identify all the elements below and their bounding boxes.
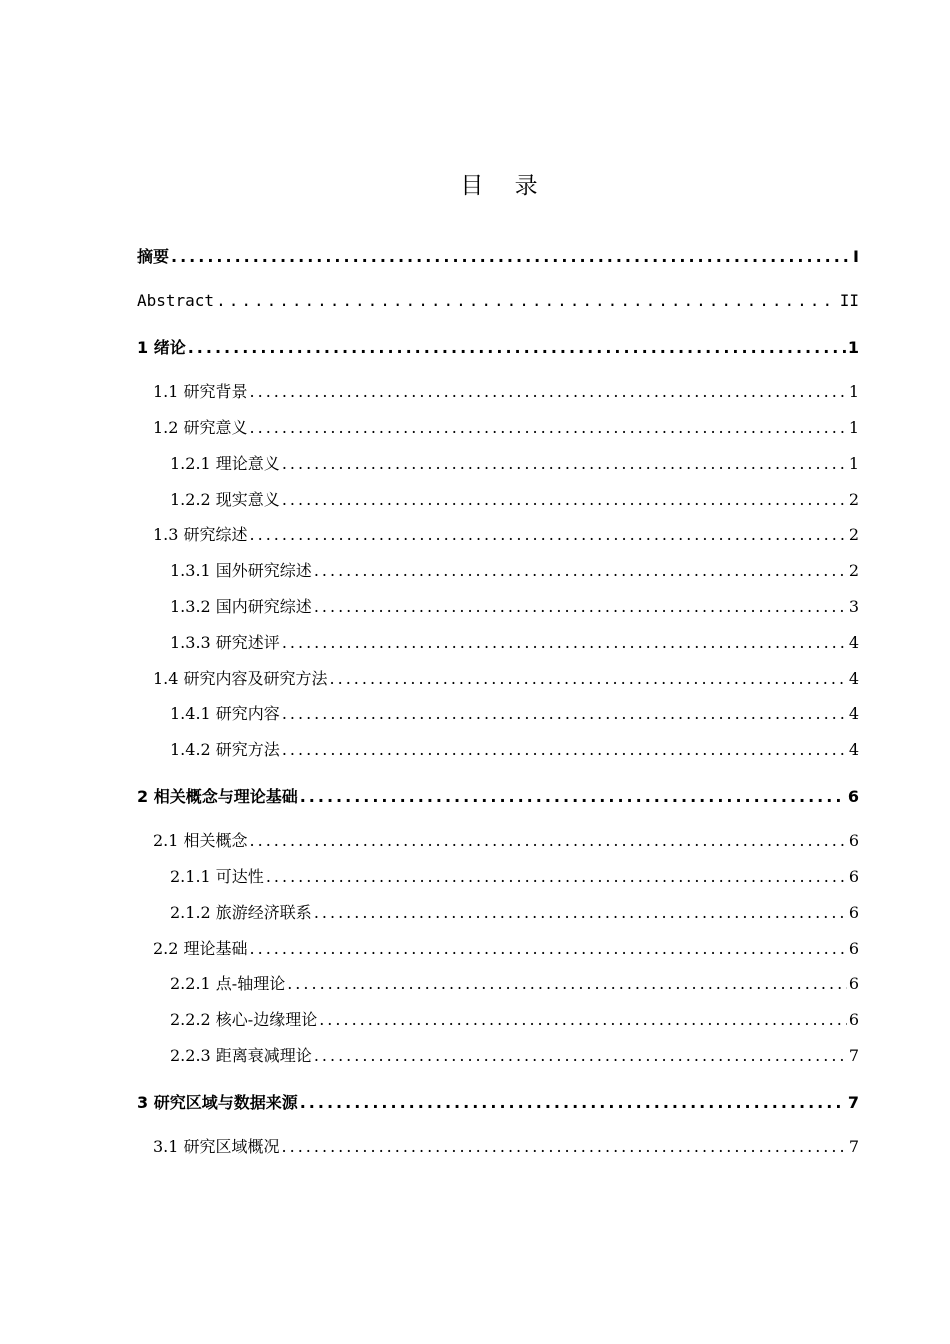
toc-entry[interactable] — [137, 288, 859, 314]
toc-entry[interactable] — [170, 864, 859, 890]
toc-leader — [250, 936, 847, 962]
toc-entry-label: 2.1.2 旅游经济联系 — [170, 903, 312, 922]
toc-page-number: 7 — [848, 1046, 859, 1065]
toc-leader — [250, 379, 847, 405]
toc-leader — [282, 487, 847, 513]
toc-entry[interactable] — [170, 737, 859, 763]
toc-entry[interactable] — [137, 244, 859, 270]
toc-leader — [300, 1090, 846, 1116]
toc-page-number: 6 — [848, 831, 859, 850]
toc-leader — [300, 784, 846, 810]
toc-leader — [282, 451, 847, 477]
toc-entry[interactable] — [170, 594, 859, 620]
toc-entry[interactable] — [137, 784, 859, 810]
toc-title: 目 录 — [460, 173, 550, 199]
toc-page-number: 1 — [847, 338, 859, 357]
toc-entry-label: 1.1 研究背景 — [153, 382, 248, 401]
toc-leader — [282, 630, 847, 656]
toc-entry-label: 1.3.2 国内研究综述 — [170, 597, 312, 616]
toc-entry-label: 2.2.2 核心-边缘理论 — [170, 1010, 318, 1029]
toc-entry[interactable] — [170, 451, 859, 477]
toc-page-number: I — [853, 247, 859, 266]
toc-entry-label: 1.2.1 理论意义 — [170, 454, 280, 473]
toc-leader — [171, 244, 851, 270]
toc-leader — [314, 900, 847, 926]
toc-page-number: 6 — [848, 1010, 859, 1029]
toc-leader — [282, 737, 847, 763]
toc-entry[interactable] — [153, 1134, 859, 1160]
toc-entry-label: 1.3 研究综述 — [153, 525, 248, 544]
toc-page-number: 2 — [848, 490, 859, 509]
toc-entry[interactable] — [170, 701, 859, 727]
toc-entry-label: 2.1 相关概念 — [153, 831, 248, 850]
toc-entry-label: 1.2 研究意义 — [153, 418, 248, 437]
toc-page-number: 6 — [848, 939, 859, 958]
toc-leader — [314, 558, 847, 584]
toc-entry[interactable] — [137, 1090, 859, 1116]
toc-leader — [188, 335, 846, 361]
toc-entry-label: 2.2 理论基础 — [153, 939, 248, 958]
toc-leader — [250, 522, 847, 548]
toc-entry[interactable] — [137, 335, 859, 361]
toc-page-number: 4 — [848, 704, 859, 723]
toc-leader — [314, 1043, 847, 1069]
toc-entry[interactable] — [170, 900, 859, 926]
toc-page-number: 4 — [848, 669, 859, 688]
toc-entry[interactable] — [153, 666, 859, 692]
toc-entry[interactable] — [170, 558, 859, 584]
toc-leader — [250, 828, 847, 854]
toc-entry[interactable] — [153, 522, 859, 548]
toc-entry[interactable] — [170, 971, 859, 997]
toc-page-number: 7 — [847, 1093, 859, 1112]
toc-entry-label: 3 研究区域与数据来源 — [137, 1093, 298, 1112]
toc-leader — [266, 864, 847, 890]
toc-entry[interactable] — [170, 630, 859, 656]
toc-entry[interactable] — [170, 1043, 859, 1069]
toc-page-number: 7 — [848, 1137, 859, 1156]
toc-page-number: 2 — [848, 561, 859, 580]
toc-entry-label: 摘要 — [137, 247, 170, 266]
toc-leader — [314, 594, 847, 620]
toc-page-number: 3 — [848, 597, 859, 616]
toc-leader — [250, 415, 847, 441]
toc-page-number: 6 — [848, 903, 859, 922]
toc-page-number: 4 — [848, 633, 859, 652]
toc-leader — [282, 1134, 847, 1160]
toc-entry[interactable] — [153, 415, 859, 441]
toc-entry-label: 1.4.2 研究方法 — [170, 740, 280, 759]
toc-entry[interactable] — [153, 379, 859, 405]
toc-entry-label: 1.2.2 现实意义 — [170, 490, 280, 509]
toc-entry[interactable] — [170, 487, 859, 513]
toc-entry[interactable] — [170, 1007, 859, 1033]
toc-leader — [216, 288, 838, 314]
toc-entry-label: 1.3.1 国外研究综述 — [170, 561, 312, 580]
toc-entry-label: 1.4.1 研究内容 — [170, 704, 280, 723]
toc-page-number: 2 — [848, 525, 859, 544]
toc-entry-label: 1.3.3 研究述评 — [170, 633, 280, 652]
toc-page-number: 1 — [848, 418, 859, 437]
toc-leader — [287, 971, 847, 997]
toc-entry-label: 2.1.1 可达性 — [170, 867, 264, 886]
toc-entry-label: 2.2.3 距离衰减理论 — [170, 1046, 312, 1065]
toc-page-number: 4 — [848, 740, 859, 759]
toc-leader — [319, 1007, 847, 1033]
toc-entry-label: Abstract — [137, 291, 215, 310]
toc-entry-label: 1.4 研究内容及研究方法 — [153, 669, 328, 688]
toc-entry-label: 1 绪论 — [137, 338, 186, 357]
toc-leader — [282, 701, 847, 727]
toc-page-number: 6 — [848, 867, 859, 886]
toc-leader — [330, 666, 847, 692]
toc-page-number: 6 — [847, 787, 859, 806]
toc-entry[interactable] — [153, 828, 859, 854]
toc-entry-label: 2 相关概念与理论基础 — [137, 787, 298, 806]
toc-page-number: 6 — [848, 974, 859, 993]
toc-page-number: II — [839, 291, 859, 310]
toc-entry[interactable] — [153, 936, 859, 962]
toc-page-number: 1 — [848, 454, 859, 473]
toc-entry-label: 2.2.1 点-轴理论 — [170, 974, 286, 993]
toc-entry-label: 3.1 研究区域概况 — [153, 1137, 280, 1156]
toc-page-number: 1 — [848, 382, 859, 401]
